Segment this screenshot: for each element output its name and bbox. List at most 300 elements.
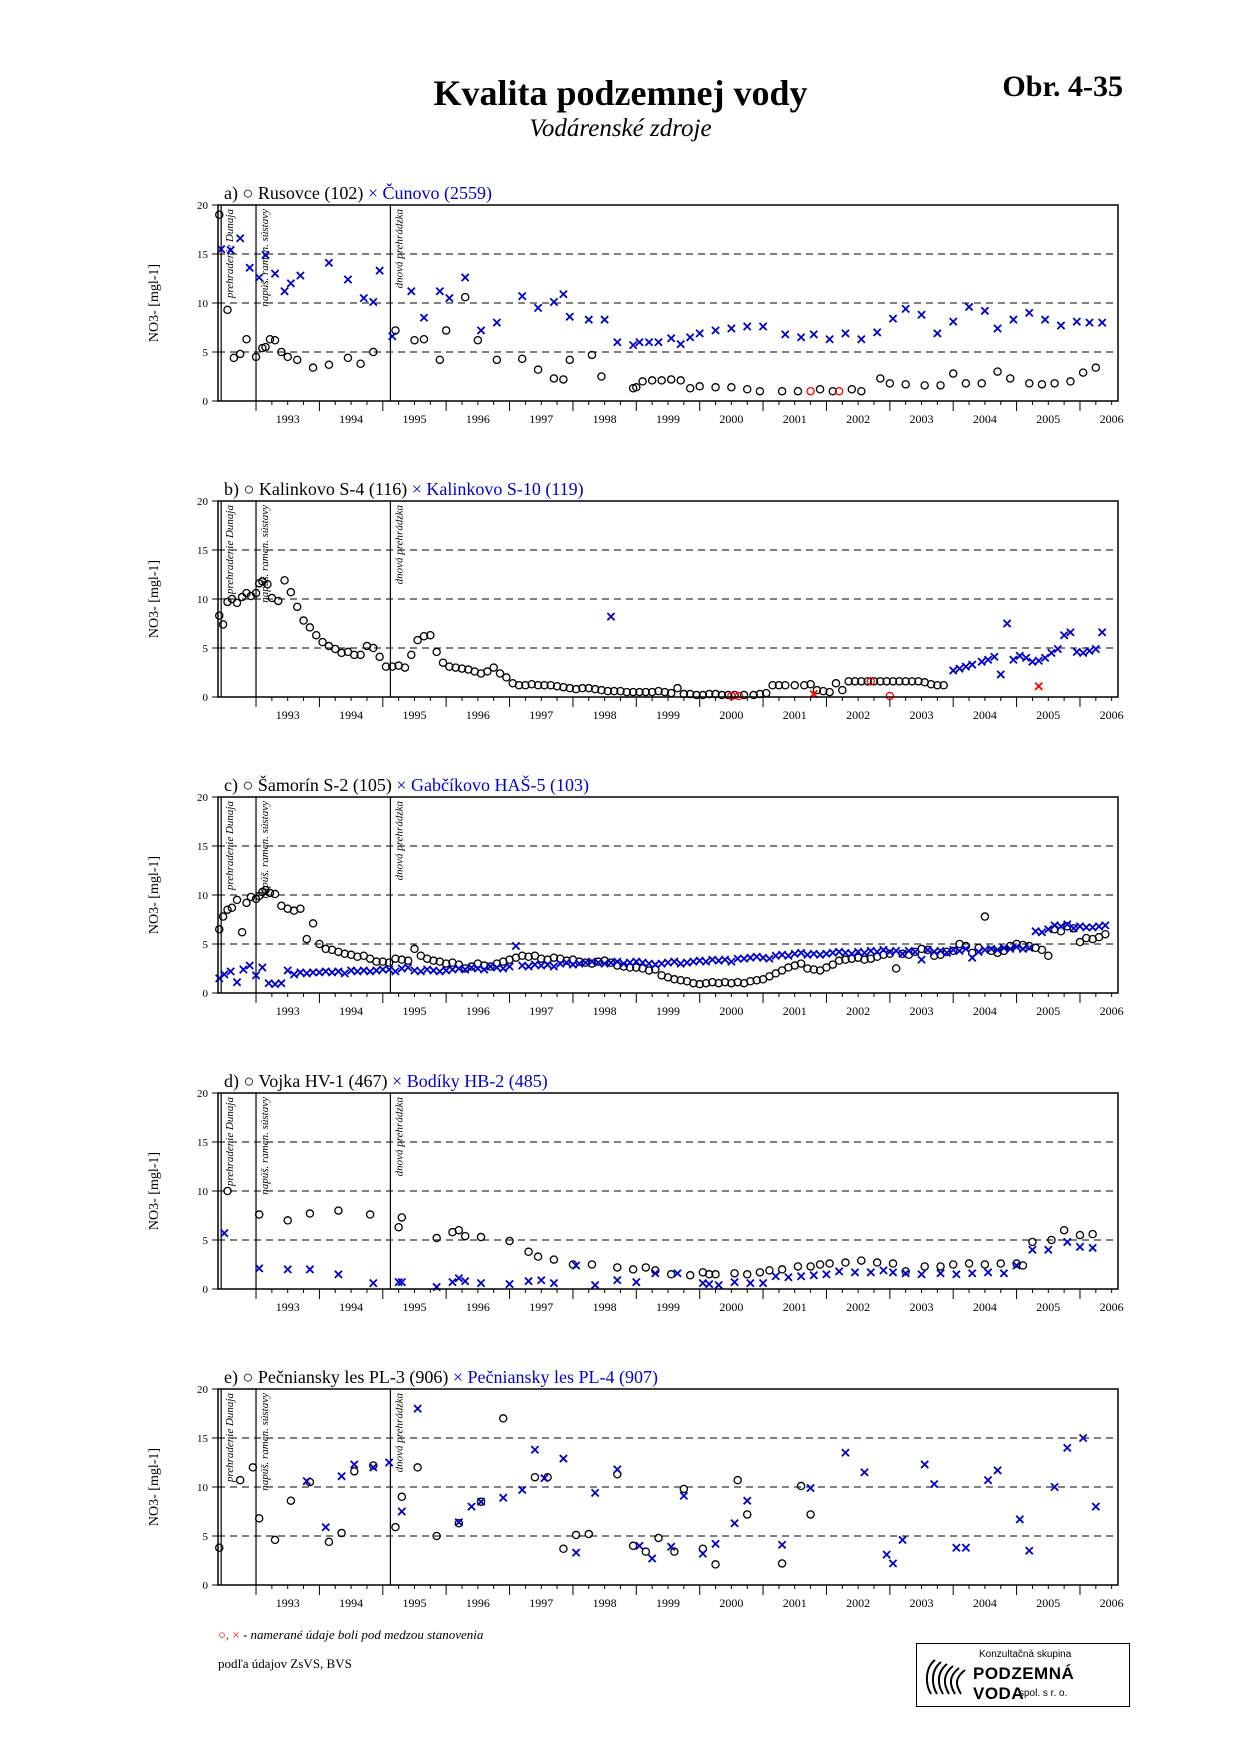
legend-entry: × Pečniansky les PL-4 (907): [452, 1367, 658, 1387]
data-point: [889, 1560, 896, 1567]
data-point: [1026, 380, 1033, 387]
x-tick-label: 2005: [1036, 1300, 1061, 1314]
data-point: [984, 1269, 991, 1276]
data-point: [477, 1498, 484, 1505]
x-tick-label: 2004: [972, 412, 997, 426]
data-point: [216, 612, 223, 619]
data-point: [639, 378, 646, 385]
data-point: [1019, 945, 1026, 952]
data-point: [677, 377, 684, 384]
data-point: [420, 336, 427, 343]
chart-legend: [224, 479, 584, 500]
y-tick-label: 10: [197, 1482, 208, 1494]
y-tick-label: 15: [197, 249, 208, 261]
x-tick-label: 2001: [782, 708, 807, 722]
data-point: [443, 967, 450, 974]
data-point: [1102, 931, 1109, 938]
event-label: prehradenie Dunaja: [224, 1393, 237, 1483]
data-point: [294, 603, 301, 610]
data-point: [338, 1473, 345, 1480]
data-point: [224, 306, 231, 313]
data-point: [1048, 649, 1055, 656]
data-point: [1089, 1244, 1096, 1251]
data-point: [1051, 380, 1058, 387]
data-point: [687, 385, 694, 392]
y-tick-label: 5: [202, 643, 208, 655]
data-point: [744, 1497, 751, 1504]
data-point: [477, 1280, 484, 1287]
data-point: [902, 381, 909, 388]
x-tick-label: 2005: [1036, 708, 1061, 722]
data-point: [271, 981, 278, 988]
data-point: [474, 965, 481, 972]
data-point: [316, 969, 323, 976]
data-point: [309, 969, 316, 976]
data-point: [233, 979, 240, 986]
data-point: [969, 661, 976, 668]
data-point: [807, 1263, 814, 1270]
y-tick-label: 0: [202, 692, 208, 704]
data-point: [534, 1253, 541, 1260]
x-tick-label: 2002: [846, 708, 871, 722]
data-point: [981, 913, 988, 920]
legend-entry: ○ Vojka HV-1 (467): [243, 1071, 393, 1091]
data-point: [411, 945, 418, 952]
data-point: [734, 1477, 741, 1484]
data-point: [414, 1464, 421, 1471]
y-tick-label: 20: [197, 792, 208, 804]
x-tick-label: 2006: [1099, 1004, 1124, 1018]
data-point: [997, 671, 1004, 678]
data-point: [284, 353, 291, 360]
data-point: [414, 1405, 421, 1412]
data-point: [360, 295, 367, 302]
data-point: [538, 962, 545, 969]
series-gab-kovo-ha-5-103-: [216, 921, 1109, 988]
x-tick-label: 2003: [909, 708, 934, 722]
data-point: [785, 1274, 792, 1281]
data-point: [585, 316, 592, 323]
data-point: [893, 965, 900, 972]
legend-entry: × Kalinkovo S-10 (119): [411, 479, 584, 499]
data-source: podľa údajov ZsVS, BVS: [218, 1656, 352, 1671]
data-point: [1083, 924, 1090, 931]
data-point: [962, 663, 969, 670]
data-point: [328, 969, 335, 976]
data-point: [506, 1281, 513, 1288]
data-point: [238, 929, 245, 936]
data-point: [810, 331, 817, 338]
data-point: [271, 1536, 278, 1543]
x-tick-label: 1997: [529, 1300, 554, 1314]
x-tick-label: 2002: [846, 1004, 871, 1018]
data-point: [823, 1271, 830, 1278]
data-point: [1057, 322, 1064, 329]
data-point: [1019, 1262, 1026, 1269]
x-tick-label: 1999: [656, 412, 680, 426]
data-point: [759, 1280, 766, 1287]
data-point: [994, 1467, 1001, 1474]
data-point: [519, 962, 526, 969]
data-point: [759, 323, 766, 330]
data-point: [614, 1466, 621, 1473]
data-point: [455, 1227, 462, 1234]
y-axis-label: NO3- [mgl-1]: [147, 559, 162, 639]
data-point: [668, 376, 675, 383]
logo-spol: spol. s r. o.: [1019, 1688, 1068, 1699]
x-tick-label: 2004: [972, 1596, 997, 1610]
data-point: [778, 1266, 785, 1273]
data-point: [560, 291, 567, 298]
x-tick-label: 2000: [719, 1596, 744, 1610]
data-point: [525, 1278, 532, 1285]
data-point: [376, 267, 383, 274]
x-tick-label: 2005: [1036, 1004, 1061, 1018]
data-point: [256, 1515, 263, 1522]
data-point: [233, 896, 240, 903]
footnote-text: - namerané údaje boli pod medzou stanovenia: [239, 1627, 484, 1642]
data-point: [398, 1508, 405, 1515]
data-point: [572, 1549, 579, 1556]
y-axis-label: NO3- [mgl-1]: [147, 263, 162, 343]
data-point: [899, 1536, 906, 1543]
data-point: [978, 658, 985, 665]
event-label: dnová prehrádzka: [393, 1097, 406, 1177]
x-tick-label: 2003: [909, 1300, 934, 1314]
data-point: [848, 950, 855, 957]
x-tick-label: 2006: [1099, 1596, 1124, 1610]
data-point: [309, 920, 316, 927]
data-point: [512, 942, 519, 949]
data-point: [449, 966, 456, 973]
data-point: [500, 1494, 507, 1501]
x-tick-label: 1999: [656, 1004, 680, 1018]
data-point: [284, 1266, 291, 1273]
data-point: [300, 617, 307, 624]
logo-top-text: Konzultačná skupina: [979, 1649, 1072, 1660]
data-point: [294, 356, 301, 363]
series-rusovce-102-pod-medzou: [807, 388, 843, 395]
y-tick-label: 0: [202, 1580, 208, 1592]
logo-mark-icon: [923, 1654, 969, 1698]
y-tick-label: 20: [197, 1384, 208, 1396]
data-point: [313, 632, 320, 639]
y-tick-label: 0: [202, 396, 208, 408]
data-point: [228, 904, 235, 911]
data-point: [817, 1261, 824, 1268]
data-point: [531, 961, 538, 968]
data-point: [408, 288, 415, 295]
data-point: [836, 948, 843, 955]
y-tick-label: 10: [197, 298, 208, 310]
data-point: [544, 961, 551, 968]
data-point: [351, 1468, 358, 1475]
x-tick-label: 1994: [339, 1004, 364, 1018]
data-point: [271, 337, 278, 344]
data-point: [614, 1277, 621, 1284]
data-point: [290, 971, 297, 978]
data-point: [690, 958, 697, 965]
data-point: [950, 667, 957, 674]
x-tick-label: 1998: [592, 1004, 617, 1018]
chart-legend: [224, 1367, 658, 1388]
page-title: Kvalita podzemnej vody: [433, 73, 808, 113]
data-point: [275, 597, 282, 604]
data-point: [271, 890, 278, 897]
data-point: [912, 948, 919, 955]
event-label: napúš. ramen. sústavy: [259, 801, 272, 899]
data-point: [797, 949, 804, 956]
data-point: [281, 288, 288, 295]
data-point: [249, 1464, 256, 1471]
event-label: napúš. ramen. sústavy: [259, 1393, 272, 1491]
data-point: [325, 259, 332, 266]
data-point: [325, 1538, 332, 1545]
data-point: [861, 949, 868, 956]
x-tick-label: 1997: [529, 1596, 554, 1610]
x-tick-label: 1993: [275, 1004, 300, 1018]
data-point: [560, 376, 567, 383]
y-tick-label: 5: [202, 1235, 208, 1247]
data-point: [351, 1461, 358, 1468]
series-vojka-hv-1-467-: [224, 1187, 1096, 1278]
data-point: [953, 1544, 960, 1551]
data-point: [335, 1271, 342, 1278]
data-point: [614, 1264, 621, 1271]
event-label: prehradenie Dunaja: [224, 208, 237, 299]
series--unovo-2559-: [218, 235, 1106, 349]
x-tick-label: 2001: [782, 1004, 807, 1018]
figure-number: Obr. 4-35: [1002, 70, 1123, 103]
data-point: [1010, 656, 1017, 663]
data-point: [462, 1232, 469, 1239]
data-point: [712, 1540, 719, 1547]
data-point: [858, 1257, 865, 1264]
data-point: [630, 1266, 637, 1273]
data-point: [1042, 316, 1049, 323]
legend-entry: ○ Rusovce (102): [242, 183, 368, 203]
data-point: [297, 905, 304, 912]
x-tick-label: 2001: [782, 1596, 807, 1610]
event-label: napúš. ramen. sústavy: [259, 1097, 272, 1195]
x-tick-label: 1994: [339, 708, 364, 722]
data-point: [240, 966, 247, 973]
data-point: [1080, 369, 1087, 376]
data-point: [677, 341, 684, 348]
data-point: [408, 651, 415, 658]
data-point: [357, 360, 364, 367]
legend-entry: ○ Pečniansky les PL-3 (906): [242, 1367, 453, 1387]
data-point: [534, 304, 541, 311]
data-point: [287, 1497, 294, 1504]
data-point: [994, 368, 1001, 375]
data-point: [962, 1544, 969, 1551]
x-tick-label: 2003: [909, 1004, 934, 1018]
data-point: [550, 375, 557, 382]
x-tick-label: 1999: [656, 708, 680, 722]
data-point: [1029, 658, 1036, 665]
chart-legend: [224, 1071, 548, 1092]
data-point: [503, 674, 510, 681]
data-point: [1003, 620, 1010, 627]
data-point: [931, 1480, 938, 1487]
data-point: [436, 356, 443, 363]
data-point: [937, 1270, 944, 1277]
data-point: [921, 1461, 928, 1468]
data-point: [744, 1511, 751, 1518]
event-label: prehradenie Dunaja: [224, 801, 237, 891]
event-label: dnová prehrádzka: [393, 209, 406, 289]
data-point: [744, 323, 751, 330]
data-point: [259, 964, 266, 971]
data-point: [506, 1237, 513, 1244]
data-point: [221, 1230, 228, 1237]
panel-label: b): [224, 479, 244, 499]
y-tick-label: 5: [202, 1531, 208, 1543]
data-point: [756, 388, 763, 395]
data-point: [658, 377, 665, 384]
x-tick-label: 1996: [465, 412, 490, 426]
data-point: [506, 963, 513, 970]
data-point: [572, 1531, 579, 1538]
data-point: [1099, 319, 1106, 326]
data-point: [645, 960, 652, 967]
data-point: [889, 1260, 896, 1267]
data-point: [807, 1511, 814, 1518]
data-point: [322, 968, 329, 975]
data-point: [500, 1415, 507, 1422]
data-point: [224, 906, 231, 913]
data-point: [1070, 925, 1077, 932]
data-point: [1061, 1227, 1068, 1234]
data-point: [889, 1269, 896, 1276]
data-point: [474, 337, 481, 344]
data-point: [216, 211, 223, 218]
data-point: [386, 1459, 393, 1466]
legend-entry: ○ Šamorín S-2 (105): [242, 775, 397, 795]
data-point: [747, 954, 754, 961]
data-point: [740, 955, 747, 962]
data-point: [1029, 1238, 1036, 1245]
data-point: [645, 339, 652, 346]
data-point: [687, 1272, 694, 1279]
data-point: [493, 356, 500, 363]
x-tick-label: 2004: [972, 1004, 997, 1018]
data-point: [344, 276, 351, 283]
data-point: [699, 1550, 706, 1557]
chart-panel-1: [147, 182, 1124, 426]
event-label: dnová prehrádzka: [393, 801, 406, 881]
data-point: [823, 950, 830, 957]
data-point: [386, 966, 393, 973]
data-point: [794, 1263, 801, 1270]
data-point: [918, 956, 925, 963]
data-point: [309, 364, 316, 371]
x-tick-label: 2000: [719, 1004, 744, 1018]
data-point: [1080, 649, 1087, 656]
data-point: [462, 294, 469, 301]
data-point: [367, 1211, 374, 1218]
data-point: [367, 968, 374, 975]
data-point: [1067, 378, 1074, 385]
panel-label: a): [224, 183, 243, 203]
data-point: [538, 1277, 545, 1284]
x-tick-label: 2003: [909, 412, 934, 426]
data-point: [918, 1271, 925, 1278]
data-point: [668, 335, 675, 342]
y-tick-label: 20: [197, 496, 208, 508]
data-point: [791, 682, 798, 689]
data-point: [360, 967, 367, 974]
data-point: [1076, 923, 1083, 930]
data-point: [601, 316, 608, 323]
x-tick-label: 1995: [402, 1596, 427, 1610]
panel-label: c): [224, 775, 243, 795]
data-point: [1092, 364, 1099, 371]
data-point: [398, 1214, 405, 1221]
data-point: [753, 953, 760, 960]
x-tick-label: 2001: [782, 1300, 807, 1314]
data-point: [687, 334, 694, 341]
data-point: [712, 327, 719, 334]
data-point: [436, 968, 443, 975]
data-point: [306, 1210, 313, 1217]
data-point: [902, 305, 909, 312]
data-point: [842, 949, 849, 956]
y-tick-label: 15: [197, 1433, 208, 1445]
data-point: [747, 1280, 754, 1287]
data-point: [1054, 645, 1061, 652]
data-point: [560, 1545, 567, 1552]
data-point: [778, 388, 785, 395]
data-point: [962, 380, 969, 387]
data-point: [424, 966, 431, 973]
data-point: [981, 307, 988, 314]
x-tick-label: 1997: [529, 412, 554, 426]
data-point: [731, 1279, 738, 1286]
data-point: [1038, 946, 1045, 953]
data-point: [436, 288, 443, 295]
data-point: [842, 1449, 849, 1456]
data-point: [614, 339, 621, 346]
data-point: [984, 1477, 991, 1484]
data-point: [265, 980, 272, 987]
data-point: [534, 366, 541, 373]
data-point: [219, 621, 226, 628]
series-kalinkovo-s-10-119-: [607, 613, 1105, 678]
event-label: napúš. ramen. sústavy: [259, 505, 272, 603]
data-point: [389, 333, 396, 340]
data-point: [836, 1268, 843, 1275]
x-tick-label: 1995: [402, 708, 427, 722]
data-point: [715, 957, 722, 964]
data-point: [633, 1279, 640, 1286]
data-point: [306, 624, 313, 631]
data-point: [519, 355, 526, 362]
data-point: [731, 1270, 738, 1277]
x-tick-label: 1997: [529, 708, 554, 722]
data-point: [398, 1493, 405, 1500]
data-point: [978, 380, 985, 387]
data-point: [1089, 924, 1096, 931]
data-point: [778, 951, 785, 958]
data-point: [531, 1446, 538, 1453]
data-point: [238, 593, 245, 600]
data-point: [560, 1455, 567, 1462]
x-tick-label: 1998: [592, 708, 617, 722]
data-point: [858, 388, 865, 395]
data-point: [965, 303, 972, 310]
